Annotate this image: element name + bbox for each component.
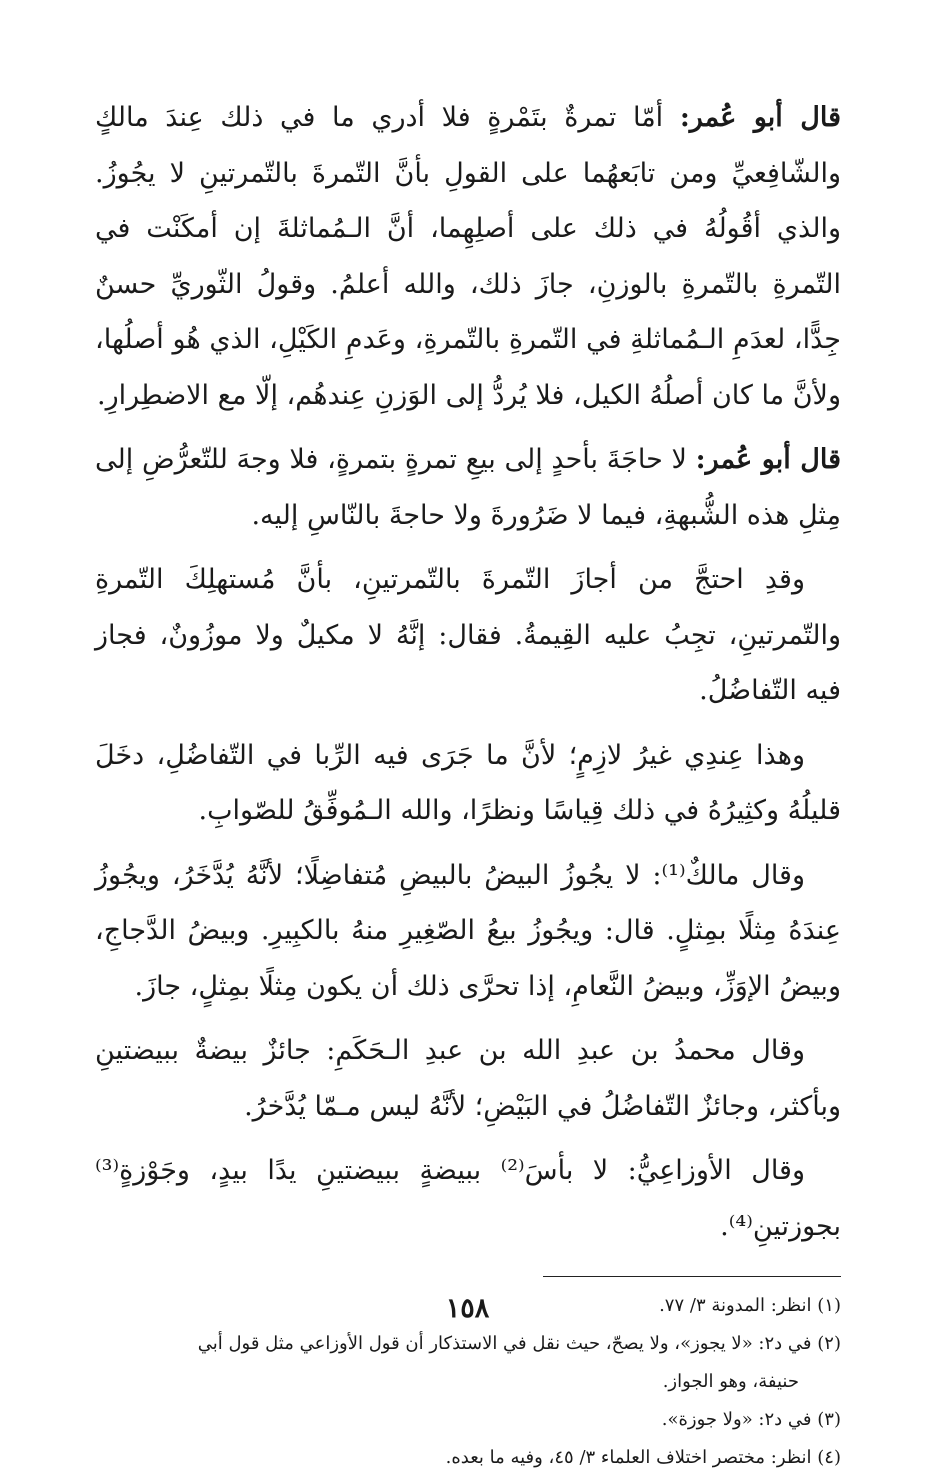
footnote-number: (٤) (817, 1447, 841, 1468)
footnote-continuation: حنيفة، وهو الجواز. (662, 1371, 799, 1392)
speaker-heading: قال أبو عُمر: (679, 102, 841, 133)
paragraph (95, 90, 841, 423)
page-body (95, 90, 841, 1477)
paragraph-text: وقال مالكٌ⁽¹⁾: لا يجُوزُ البيضُ بالبيضِ مُتفاضِلًا؛ لأنَّهُ يُدَّخَرُ، ويجُوزُ عِندَهُ مِثلًا بمِثلٍ. قال: ويجُوزُ بيعُ الصّغِيرِ منهُ بالكبِيرِ. وبيضُ الدَّجاجِ، وبيضُ الإوَزِّ، وبيضُ النَّعامِ، إذا تحرَّى ذلك أن يكون مِثلًا بمِثلٍ، جازَ. (95, 859, 841, 1002)
speaker-heading: قال أبو عُمر: (695, 444, 841, 475)
footnote-text: في د٢: «لا يجوز»، ولا يصحّ، حيث نقل في الاستذكار أن قول الأوزاعي مثل قول أبي (197, 1333, 812, 1354)
paragraph-text: وقال محمدُ بن عبدِ الله بن عبدِ الـحَكَمِ: جائزٌ بيضةٌ ببيضتينِ وبأكثر، وجائزٌ التّفاضُلُ في البَيْضِ؛ لأنَّهُ ليس مـمّا يُدَّخرُ. (95, 1035, 841, 1122)
footnote-text: انظر: مختصر اختلاف العلماء ٣/ ٤٥، وفيه ما بعده. (445, 1447, 812, 1468)
footnote (95, 1439, 841, 1477)
paragraph-text: وقال الأوزاعِيُّ: لا بأسَ⁽²⁾ ببيضةٍ ببيضتينِ يدًا بيدٍ، وجَوْزةٍ⁽³⁾ بجوزتينِ⁽⁴⁾. (95, 1155, 841, 1242)
footnote-text: انظر: المدونة ٣/ ٧٧. (659, 1295, 812, 1316)
footnote (95, 1325, 841, 1401)
footnote-number: (١) (817, 1295, 841, 1316)
paragraph (95, 1143, 841, 1254)
footnote-number: (٣) (817, 1409, 841, 1430)
footnote-text: في د٢: «ولا جوزة». (661, 1409, 812, 1430)
paragraph-text: لا حاجَةَ بأحدٍ إلى بيعِ تمرةٍ بتمرةٍ، فلا وجهَ للتّعرُّضِ إلى مِثلِ هذه الشُّبهةِ، فيما لا ضَرُورةَ ولا حاجةَ بالنّاسِ إليه. (95, 444, 841, 531)
paragraph-text: أمّا تمرةٌ بتَمْرةٍ فلا أدري ما في ذلك عِندَ مالكٍ والشّافِعيِّ ومن تابَعهُما على القولِ بأنَّ التّمرةَ بالتّمرتينِ لا يجُوزُ. والذي أقُولُهُ في ذلك على أصلِهِما، أنَّ الـمُماثلةَ إن أمكَنْت في التّمرةِ بالتّمرةِ بالوزنِ، جازَ ذلك، والله أعلمُ. وقولُ الثّوريِّ حسنٌ جِدًّا، لعدَمِ الـمُماثلةِ في التّمرةِ بالتّمرةِ، وعَدمِ الكَيْلِ، الذي هُو أصلُها، ولأنَّ ما كان أصلُهُ الكيل، فلا يُردُّ إلى الوَزنِ عِندهُم، إلّا مع الاضطِرارِ. (95, 102, 841, 411)
paragraph-text: وقدِ احتجَّ من أجازَ التّمرةَ بالتّمرتينِ، بأنَّ مُستهلِكَ التّمرةِ والتّمرتينِ، تجِبُ عليه القِيمةُ. فقال: إنَّهُ لا مكيلٌ ولا موزُونٌ، فجاز فيه التّفاضُلُ. (95, 564, 841, 706)
footnote-number: (٢) (817, 1333, 841, 1354)
paragraph-text: وهذا عِندِي غيرُ لازِمٍ؛ لأنَّ ما جَرَى فيه الرِّبا في التّفاضُلِ، دخَلَ قليلُهُ وكثِيرُهُ في ذلك قِياسًا ونظرًا، والله الـمُوفِّقُ للصّوابِ. (95, 739, 841, 826)
paragraph (95, 552, 841, 719)
page-number: ١٥٨ (445, 1293, 490, 1324)
paragraph (95, 432, 841, 543)
footnote (95, 1401, 841, 1439)
paragraph (95, 728, 841, 839)
paragraph (95, 1023, 841, 1134)
footnote-divider (543, 1276, 841, 1277)
paragraph (95, 848, 841, 1015)
